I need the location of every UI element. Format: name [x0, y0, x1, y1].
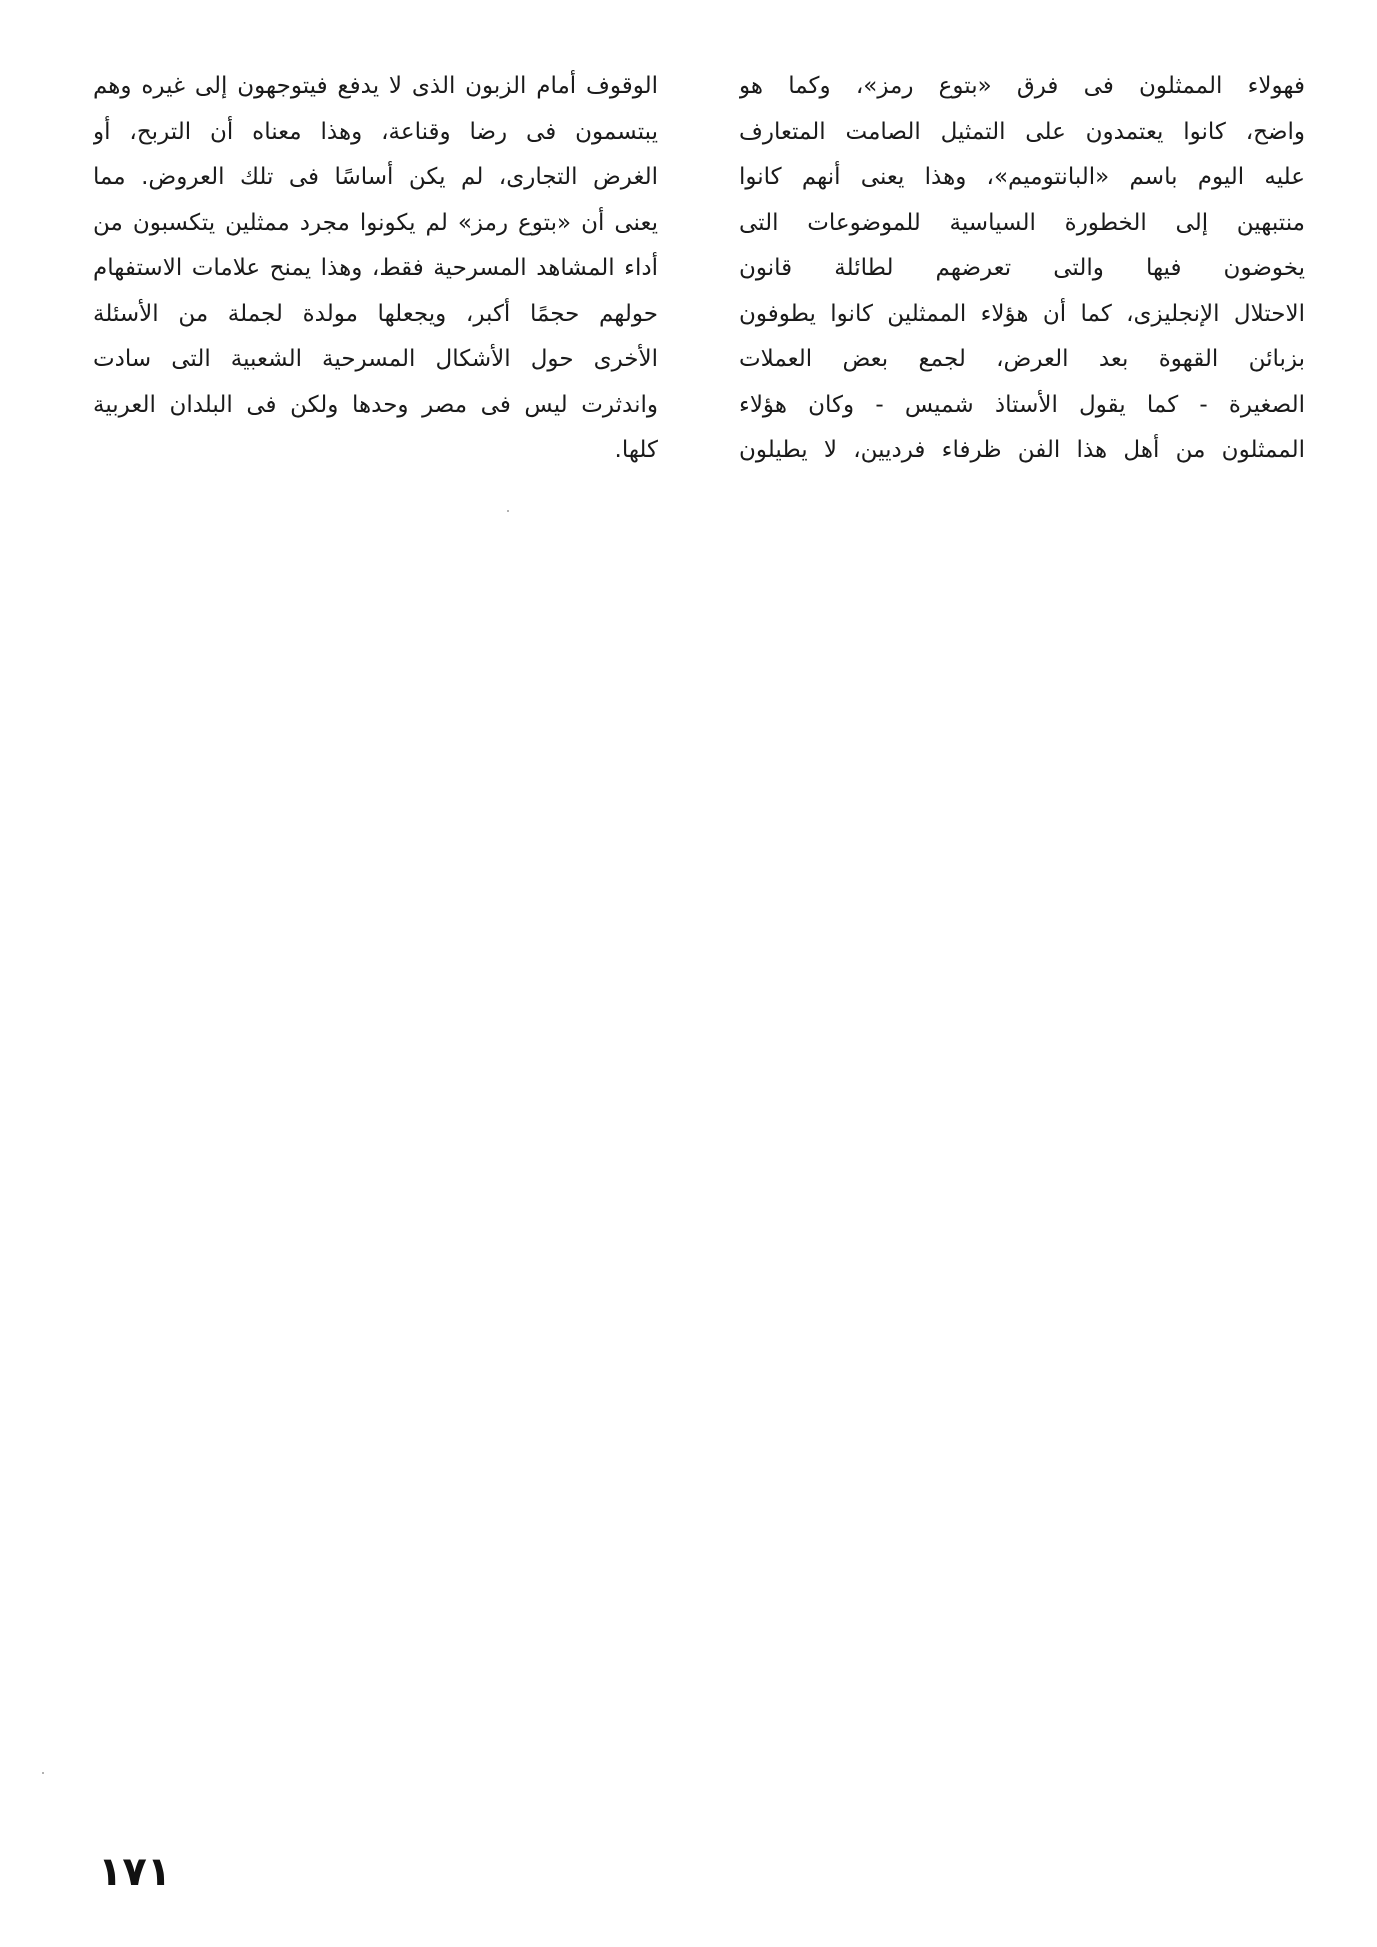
- text-line: عليه اليوم باسم «البانتوميم»، وهذا يعنى أنهم كانوا: [739, 164, 1305, 190]
- text-column-left: [93, 64, 658, 474]
- text-line: بزبائن القهوة بعد العرض، لجمع بعض العملات: [739, 346, 1305, 372]
- text-line: منتبهين إلى الخطورة السياسية للموضوعات التى: [739, 209, 1305, 236]
- text-line: واضح، كانوا يعتمدون على التمثيل الصامت المتعارف: [739, 118, 1305, 145]
- text-line: يخوضون فيها والتى تعرضهم لطائلة قانون: [739, 255, 1305, 281]
- text-line: أداء المشاهد المسرحية فقط، وهذا يمنح علامات الاستفهام: [93, 255, 658, 281]
- text-line: الأخرى حول الأشكال المسرحية الشعبية التى سادت: [93, 346, 658, 372]
- text-line: الممثلون من أهل هذا الفن ظرفاء فرديين، لا يطيلون: [739, 437, 1305, 463]
- text-line: يبتسمون فى رضا وقناعة، وهذا معناه أن التربح، أو: [93, 118, 658, 145]
- text-line: يعنى أن «بتوع رمز» لم يكونوا مجرد ممثلين يتكسبون من: [93, 209, 658, 236]
- text-column-right: [739, 64, 1305, 474]
- page-number: ١٧١: [98, 1849, 172, 1895]
- text-line: كلها.: [614, 437, 658, 463]
- text-line: حولهم حجمًا أكبر، ويجعلها مولدة لجملة من الأسئلة: [93, 300, 658, 327]
- text-line: الاحتلال الإنجليزى، كما أن هؤلاء الممثلين كانوا يطوفون: [739, 300, 1305, 327]
- text-line: الوقوف أمام الزبون الذى لا يدفع فيتوجهون إلى غيره وهم: [93, 73, 658, 99]
- text-line: فهولاء الممثلون فى فرق «بتوع رمز»، وكما هو: [739, 73, 1305, 99]
- text-line: الغرض التجارى، لم يكن أساسًا فى تلك العروض. مما: [93, 164, 658, 190]
- scan-speck: [42, 1772, 44, 1774]
- text-line: الصغيرة - كما يقول الأستاذ شميس - وكان هؤلاء: [739, 391, 1305, 418]
- scan-speck: [507, 510, 509, 512]
- text-line: واندثرت ليس فى مصر وحدها ولكن فى البلدان العربية: [93, 391, 658, 418]
